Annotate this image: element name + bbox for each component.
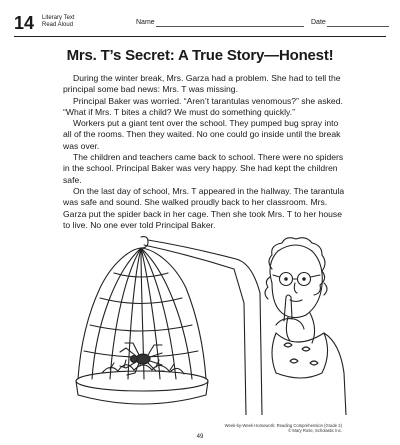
story-paragraph: On the last day of school, Mrs. T appeared in the hallway. The tarantula was safe and sound. She walked proudly back to her classroom. Mrs. Garza put the spider back in her cage. Then she took Mrs. T to her house to live. No one ever told Principal Baker. [63,185,345,230]
header-rule [14,36,386,37]
illustration-woman-with-spider-cage [40,233,350,415]
story-paragraph: The children and teachers came back to school. There were no spiders in the school. Principal Baker was very happy. She had kept the children safe. [63,152,344,185]
section-label [42,15,75,29]
credit-line2: © Mary Rose, Scholastic Inc. [288,428,342,434]
name-label: Name [136,19,155,26]
date-label: Date [311,19,326,26]
section-label-line2: Read Aloud [42,22,74,28]
story-title: Mrs. T’s Secret: A True Story—Honest! [66,47,334,64]
date-line[interactable] [327,26,389,27]
story-paragraph: Principal Baker was worried. “Aren’t tarantulas venomous?” she asked. “What if Mrs. T bites a child? We must do something quickly.” [63,95,343,117]
story-text [63,73,345,231]
story-paragraph: Workers put a giant tent over the school. They pumped bug spray into all of the rooms. Then they waited. No one could go inside until the break was over. [63,118,341,151]
name-line[interactable] [156,26,304,27]
page-number: 14 [14,13,35,33]
footer-page-number: 49 [196,434,204,440]
story-paragraph: During the winter break, Mrs. Garza had a problem. She had to tell the principal some bad news: Mrs. T was missing. [63,73,341,95]
credit-line1: Week-by-Week Homework: Reading Comprehension (Grade 2) [224,423,342,428]
page-header [14,13,388,35]
copyright-credit [225,423,342,433]
section-label-line1: Literary Text [42,15,75,21]
